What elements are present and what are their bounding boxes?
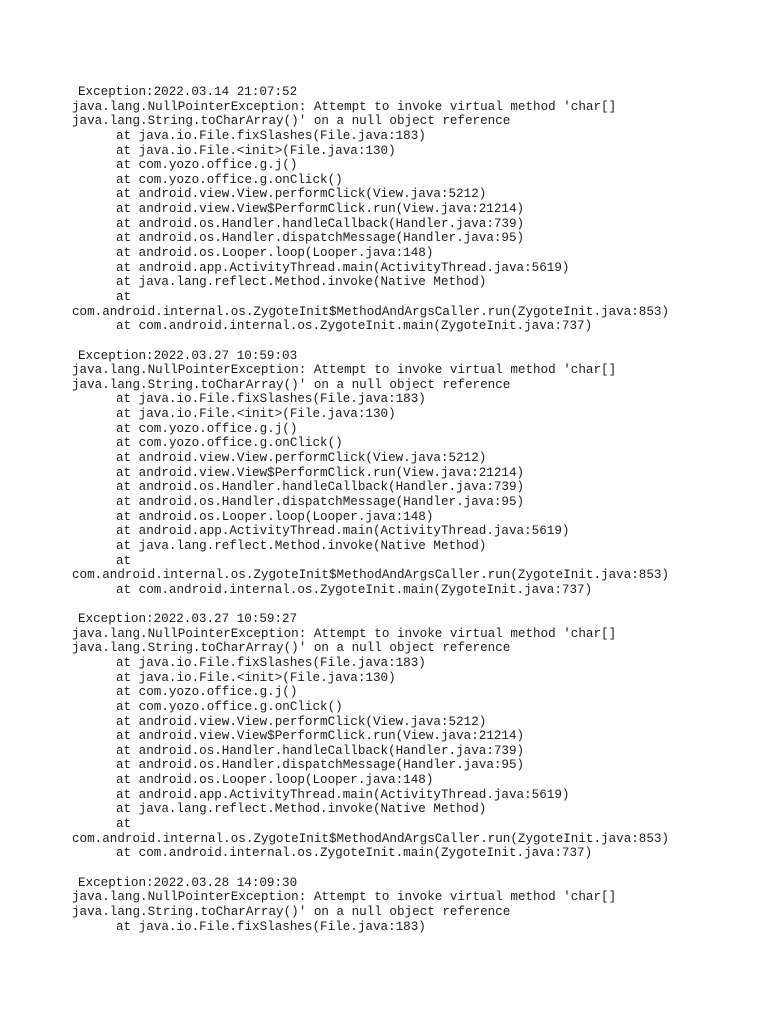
stack-frame: at com.yozo.office.g.onClick(): [116, 699, 343, 714]
stack-frame: at android.view.View.performClick(View.java:5212): [116, 714, 487, 729]
stack-frame: at android.view.View$PerformClick.run(View.java:21214): [116, 202, 525, 217]
exception-message-line: java.lang.String.toCharArray()' on a null object reference: [72, 904, 511, 919]
stack-frame: at java.io.File.<init>(File.java:130): [116, 670, 396, 685]
exception-message-line: java.lang.NullPointerException: Attempt to invoke virtual method 'char[]: [72, 363, 617, 378]
stack-frame: at com.android.internal.os.ZygoteInit.main(ZygoteInit.java:737): [116, 582, 593, 597]
stack-frame: at android.view.View.performClick(View.java:5212): [116, 451, 487, 466]
exception-message-line: java.lang.NullPointerException: Attempt to invoke virtual method 'char[]: [72, 890, 617, 905]
exception-message-line: java.lang.String.toCharArray()' on a null object reference: [72, 114, 511, 129]
exception-header: Exception:2022.03.14 21:07:52: [78, 85, 298, 99]
stack-frame: at android.os.Looper.loop(Looper.java:148): [116, 773, 434, 788]
exception-block: [72, 349, 762, 598]
exception-message-line: java.lang.NullPointerException: Attempt to invoke virtual method 'char[]: [72, 99, 617, 114]
stack-frame: at java.io.File.<init>(File.java:130): [116, 143, 396, 158]
stack-frame: at android.app.ActivityThread.main(ActivityThread.java:5619): [116, 260, 570, 275]
stack-frame: at java.io.File.fixSlashes(File.java:183): [116, 392, 426, 407]
exception-block: [72, 85, 762, 334]
stack-frame: at android.app.ActivityThread.main(ActivityThread.java:5619): [116, 524, 570, 539]
stack-frame: at java.io.File.<init>(File.java:130): [116, 407, 396, 422]
stack-frame-wrapped: com.android.internal.os.ZygoteInit$MethodAndArgsCaller.run(ZygoteInit.java:853): [72, 568, 670, 583]
stack-frame: at android.os.Handler.handleCallback(Handler.java:739): [116, 743, 525, 758]
exception-header: Exception:2022.03.27 10:59:27: [78, 612, 298, 627]
exception-block: [72, 876, 762, 935]
stack-frame: at: [116, 817, 132, 832]
exception-message-line: java.lang.String.toCharArray()' on a null object reference: [72, 377, 511, 392]
stack-frame: at android.os.Handler.handleCallback(Handler.java:739): [116, 480, 525, 495]
exception-message-line: java.lang.String.toCharArray()' on a null object reference: [72, 641, 511, 656]
stack-frame: at com.yozo.office.g.j(): [116, 421, 298, 436]
exception-message-line: java.lang.NullPointerException: Attempt to invoke virtual method 'char[]: [72, 626, 617, 641]
stack-frame: at java.io.File.fixSlashes(File.java:183): [116, 919, 426, 934]
stack-frame: at android.os.Handler.dispatchMessage(Handler.java:95): [116, 231, 525, 246]
stack-frame: at android.os.Looper.loop(Looper.java:148): [116, 509, 434, 524]
stack-frame: at com.yozo.office.g.onClick(): [116, 436, 343, 451]
stack-frame-wrapped: com.android.internal.os.ZygoteInit$MethodAndArgsCaller.run(ZygoteInit.java:853): [72, 831, 670, 846]
stack-frame-wrapped: com.android.internal.os.ZygoteInit$MethodAndArgsCaller.run(ZygoteInit.java:853): [72, 304, 670, 319]
stack-frame: at android.view.View.performClick(View.java:5212): [116, 187, 487, 202]
stack-frame: at com.android.internal.os.ZygoteInit.main(ZygoteInit.java:737): [116, 846, 593, 861]
stack-frame: at java.lang.reflect.Method.invoke(Native Method): [116, 802, 487, 817]
stack-frame: at java.lang.reflect.Method.invoke(Native Method): [116, 275, 487, 290]
stack-frame: at android.os.Handler.handleCallback(Handler.java:739): [116, 216, 525, 231]
exception-header: Exception:2022.03.27 10:59:03: [78, 348, 298, 363]
stack-frame: at android.os.Handler.dispatchMessage(Handler.java:95): [116, 494, 525, 509]
stack-frame: at android.view.View$PerformClick.run(View.java:21214): [116, 729, 525, 744]
exception-header: Exception:2022.03.28 14:09:30: [78, 875, 298, 890]
stack-frame: at com.yozo.office.g.j(): [116, 685, 298, 700]
stack-frame: at com.yozo.office.g.onClick(): [116, 172, 343, 187]
stack-frame: at java.io.File.fixSlashes(File.java:183): [116, 128, 426, 143]
stack-frame: at android.os.Looper.loop(Looper.java:148): [116, 246, 434, 261]
stack-frame: at: [116, 289, 132, 304]
stack-frame: at android.os.Handler.dispatchMessage(Handler.java:95): [116, 758, 525, 773]
stack-frame: at com.yozo.office.g.j(): [116, 158, 298, 173]
stack-frame: at java.io.File.fixSlashes(File.java:183): [116, 655, 426, 670]
stack-frame: at com.android.internal.os.ZygoteInit.main(ZygoteInit.java:737): [116, 319, 593, 334]
stack-frame: at java.lang.reflect.Method.invoke(Native Method): [116, 538, 487, 553]
exception-block: [72, 612, 762, 861]
stack-frame: at android.app.ActivityThread.main(ActivityThread.java:5619): [116, 787, 570, 802]
log-page: [72, 85, 762, 949]
stack-frame: at: [116, 553, 132, 568]
stack-frame: at android.view.View$PerformClick.run(View.java:21214): [116, 465, 525, 480]
